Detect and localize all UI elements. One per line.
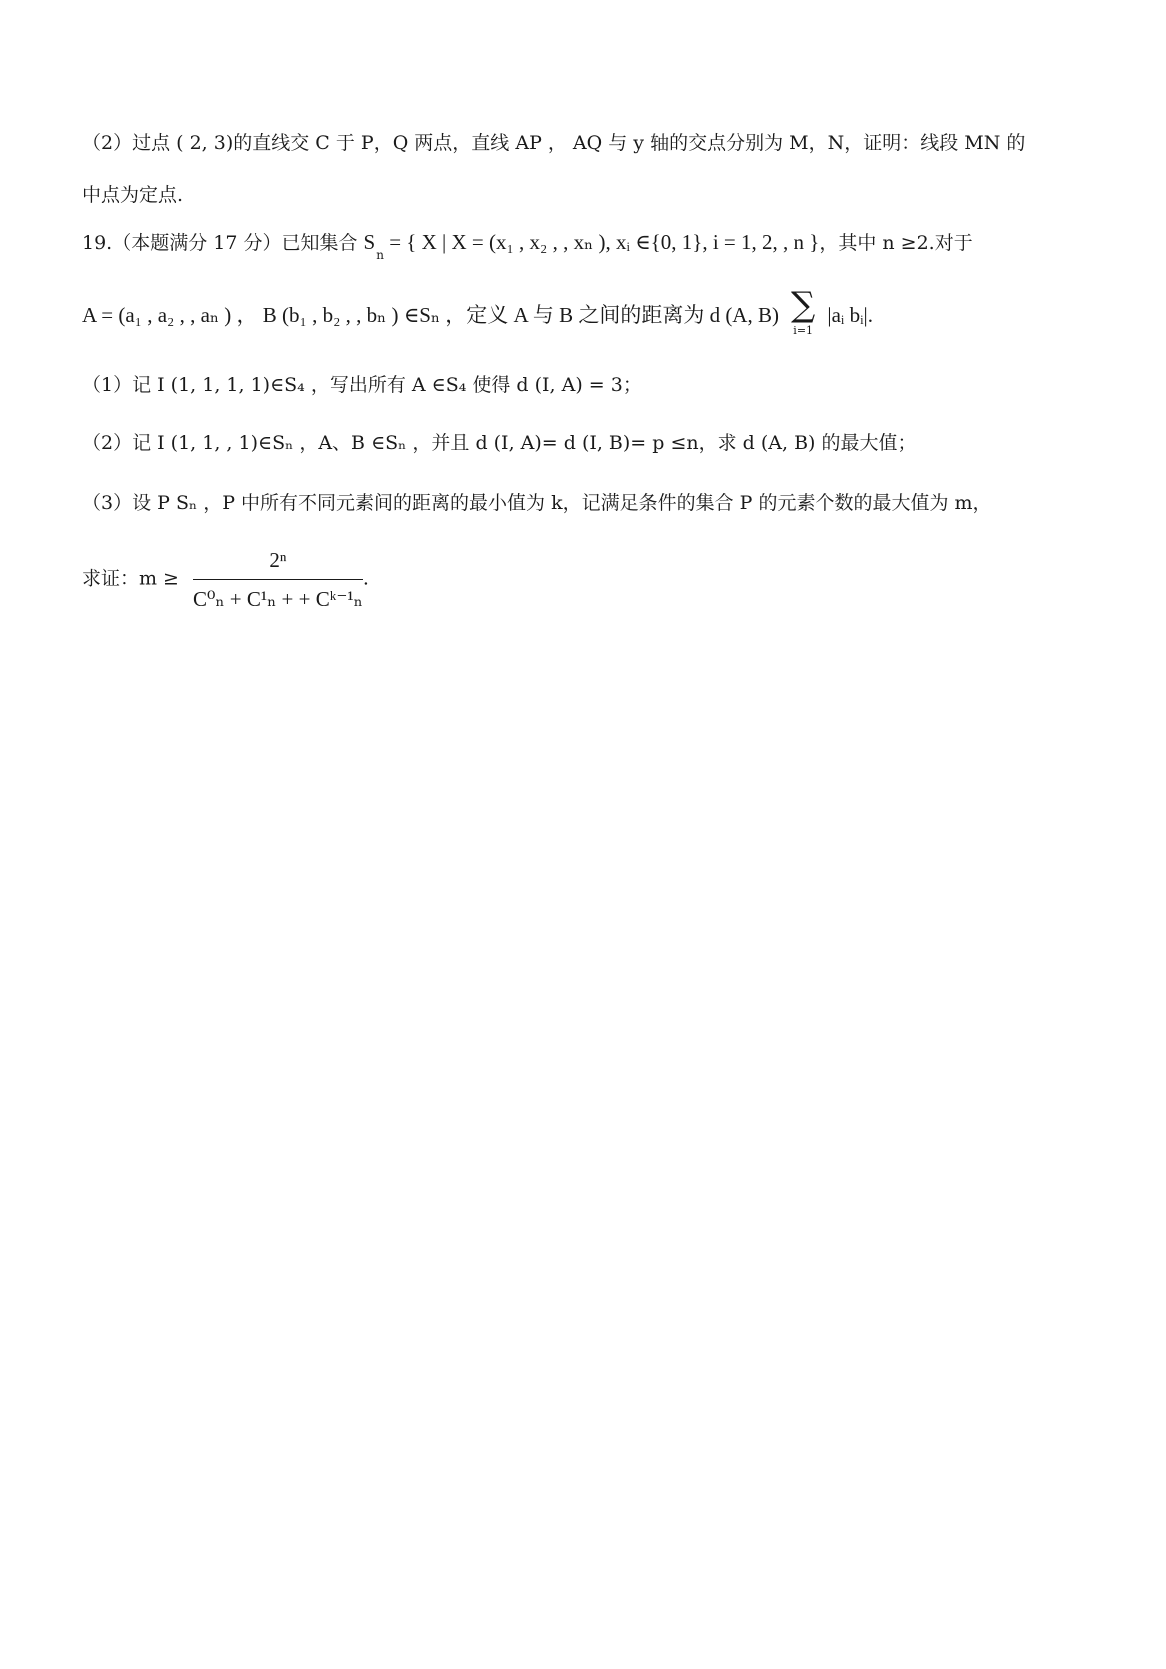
q19-tail: ，其中 n ≥2.对于 <box>819 232 973 254</box>
sigma-symbol: ∑ <box>791 285 816 325</box>
q19-lead: 19.（本题满分 17 分）已知集合 <box>82 232 364 254</box>
distance-definition <box>82 285 873 338</box>
q18-part2-line1: （2）过点 ( 2, 3)的直线交 C 于 P，Q 两点，直线 AP ， AQ 与 y 轴的交点分别为 M，N，证明：线段 MN 的 <box>82 132 1026 154</box>
sigma-lower-limit: i=1 <box>793 324 814 337</box>
fraction-denominator: C⁰ₙ + C¹ₙ + + Cᵏ⁻¹ₙ <box>193 587 363 611</box>
claim-lead: 求证：m ≥ <box>82 567 179 590</box>
fraction <box>193 545 363 614</box>
claim-end: . <box>362 567 369 590</box>
set-name: S <box>363 230 376 254</box>
q18-part2-line2: 中点为定点. <box>82 184 184 206</box>
q19-stem <box>82 222 973 275</box>
q19-part2: （2）记 I (1, 1, , 1)∈Sₙ ，A、B ∈Sₙ ，并且 d (I, A)= d (I, B)= p ≤n，求 d (A, B) 的最大值； <box>82 432 917 454</box>
q19-part3-claim <box>82 545 369 614</box>
set-subscript: n <box>376 248 384 262</box>
q19-part1: （1）记 I (1, 1, 1, 1)∈S₄ ，写出所有 A ∈S₄ 使得 d (I, A) = 3； <box>82 374 642 396</box>
q19-part3: （3）设 P Sₙ ，P 中所有不同元素间的距离的最小值为 k，记满足条件的集合 P 的元素个数的最大值为 m， <box>82 492 992 514</box>
sigma-term: |aᵢ bᵢ|. <box>827 303 873 327</box>
set-definition: = { X | X = (x₁ , x₂ , , xₙ ), xᵢ ∈{0, 1}, i = 1, 2, , n } <box>383 230 820 254</box>
summation <box>791 285 816 338</box>
distance-def-text: A = (a₁ , a₂ , , aₙ ) ， B (b₁ , b₂ , , bₙ ) ∈Sₙ ，定义 A 与 B 之间的距离为 d (A, B) <box>82 303 779 327</box>
fraction-numerator: 2ⁿ <box>193 545 363 580</box>
